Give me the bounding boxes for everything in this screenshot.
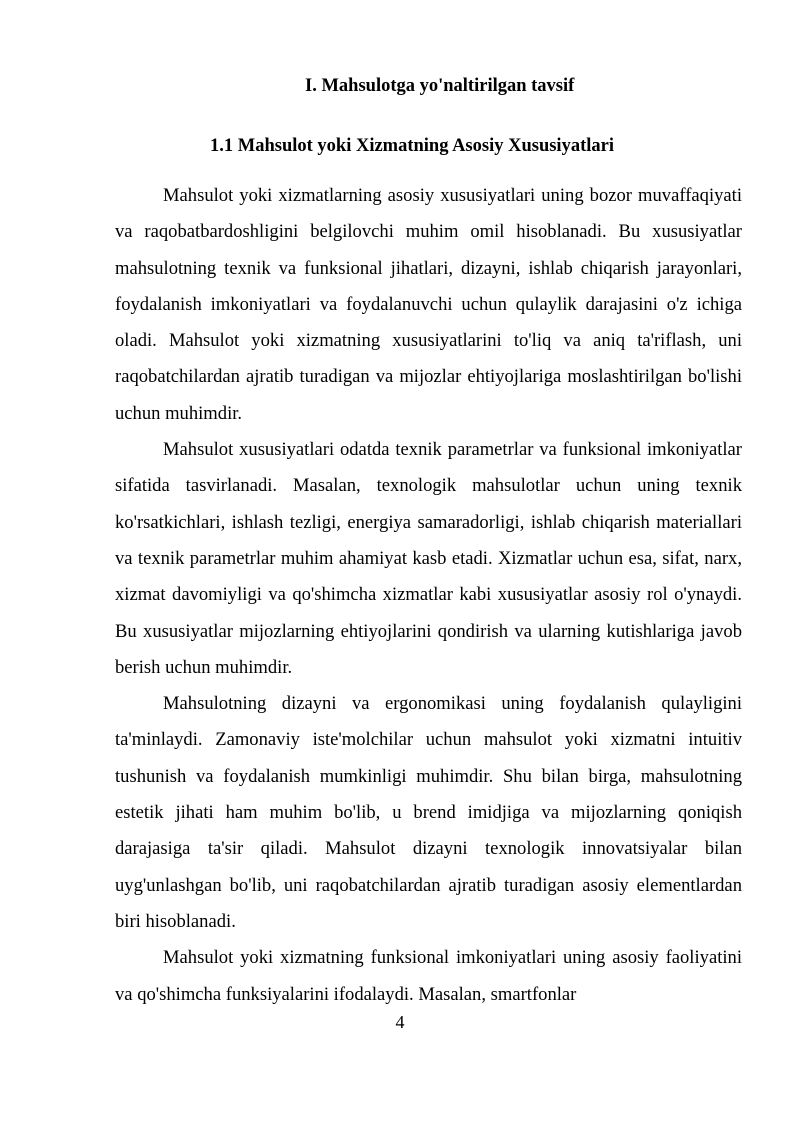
section-title: 1.1 Mahsulot yoki Xizmatning Asosiy Xususiyatlari — [210, 136, 614, 156]
paragraph: Mahsulot xususiyatlari odatda texnik parametrlar va funksional imkoniyatlar sifatida tasvirlanadi. Masalan, texnologik mahsulotlar uchun uning texnik ko'rsatkichlari, ishlash tezligi, energiya samaradorligi, ishlab chiqarish materiallari va texnik parametrlar muhim ahamiyat kasb etadi. Xizmatlar uchun esa, sifat, narx, xizmat davomiyligi va qo'shimcha xizmatlar kabi xususiyatlar asosiy rol o'ynaydi. Bu xususiyatlar mijozlarning ehtiyojlarini qondirish va ularning kutishlariga javob berish uchun muhimdir. — [115, 439, 742, 678]
chapter-title: I. Mahsulotga yo'naltirilgan tavsif — [305, 76, 575, 96]
page-number: 4 — [395, 1012, 405, 1032]
paragraph: Mahsulot yoki xizmatning funksional imkoniyatlari uning asosiy faoliyatini va qo'shimcha funksiyalarini ifodalaydi. Masalan, smartfonlar — [115, 947, 742, 1005]
paragraph: Mahsulot yoki xizmatlarning asosiy xususiyatlari uning bozor muvaffaqiyati va raqobatbardoshligini belgilovchi muhim omil hisoblanadi. Bu xususiyatlar mahsulotning texnik va funksional jihatlari, dizayni, ishlab chiqarish jarayonlari, foydalanish imkoniyatlari va foydalanuvchi uchun qulaylik darajasini o'z ichiga oladi. Mahsulot yoki xizmatning xususiyatlarini to'liq va aniq ta'riflash, uni raqobatchilardan ajratib turadigan va mijozlar ehtiyojlariga moslashtirilgan bo'lishi uchun muhimdir. — [115, 185, 742, 424]
body-text — [115, 178, 742, 1013]
paragraph: Mahsulotning dizayni va ergonomikasi uning foydalanish qulayligini ta'minlaydi. Zamonaviy iste'molchilar uchun mahsulot yoki xizmatni intuitiv tushunish va foydalanish mumkinligi muhimdir. Shu bilan birga, mahsulotning estetik jihati ham muhim bo'lib, u brend imidjiga va mijozlarning qoniqish darajasiga ta'sir qiladi. Mahsulot dizayni texnologik innovatsiyalar bilan uyg'unlashgan bo'lib, uni raqobatchilardan ajratib turadigan asosiy elementlardan biri hisoblanadi. — [115, 693, 742, 932]
